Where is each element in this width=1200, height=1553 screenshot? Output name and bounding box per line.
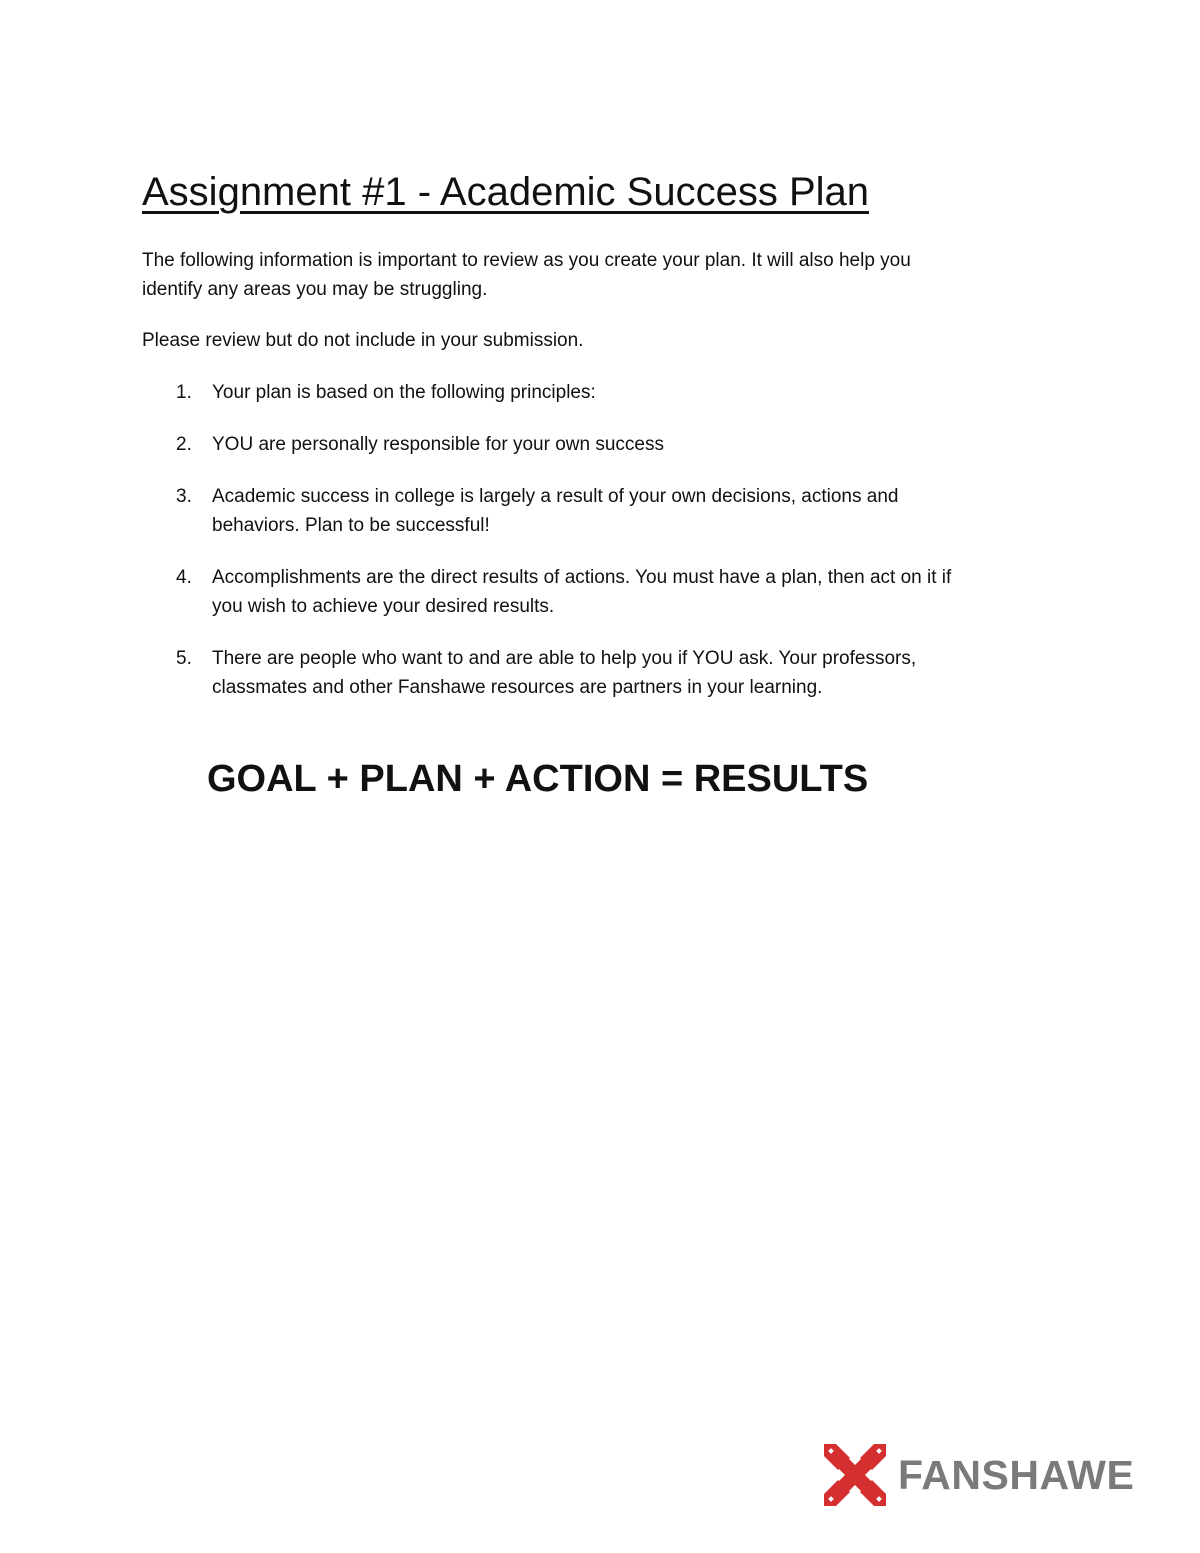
success-formula: GOAL + PLAN + ACTION = RESULTS: [207, 758, 869, 800]
principles-list: [142, 378, 982, 725]
list-item-number: 1.: [176, 382, 192, 403]
page-title: Assignment #1 - Academic Success Plan: [142, 170, 870, 214]
review-note: Please review but do not include in your submission.: [142, 330, 584, 351]
list-item-text: There are people who want to and are able to help you if YOU ask. Your professors, classmates and other Fanshawe resources are partners in your learning.: [212, 648, 917, 698]
list-item-number: 2.: [176, 434, 192, 455]
list-item-text: Your plan is based on the following principles:: [212, 382, 596, 403]
list-item: [142, 378, 982, 407]
list-item-number: 4.: [176, 567, 192, 588]
list-item: [142, 563, 982, 621]
fanshawe-logo: [820, 1440, 1134, 1510]
list-item: [142, 430, 982, 459]
intro-paragraph: The following information is important to review as you create your plan. It will also help you identify any areas you may be struggling.: [142, 250, 911, 300]
logo-wordmark: FANSHAWE: [898, 1451, 1135, 1498]
list-item: [142, 482, 982, 540]
list-item: [142, 644, 982, 702]
list-item-number: 3.: [176, 486, 192, 507]
list-item-text: Academic success in college is largely a result of your own decisions, actions and behaviors. Plan to be successful!: [212, 486, 899, 536]
fanshawe-x-icon: [820, 1440, 890, 1510]
list-item-number: 5.: [176, 648, 192, 669]
list-item-text: YOU are personally responsible for your own success: [212, 434, 664, 455]
list-item-text: Accomplishments are the direct results of actions. You must have a plan, then act on it if you wish to achieve your desired results.: [212, 567, 952, 617]
